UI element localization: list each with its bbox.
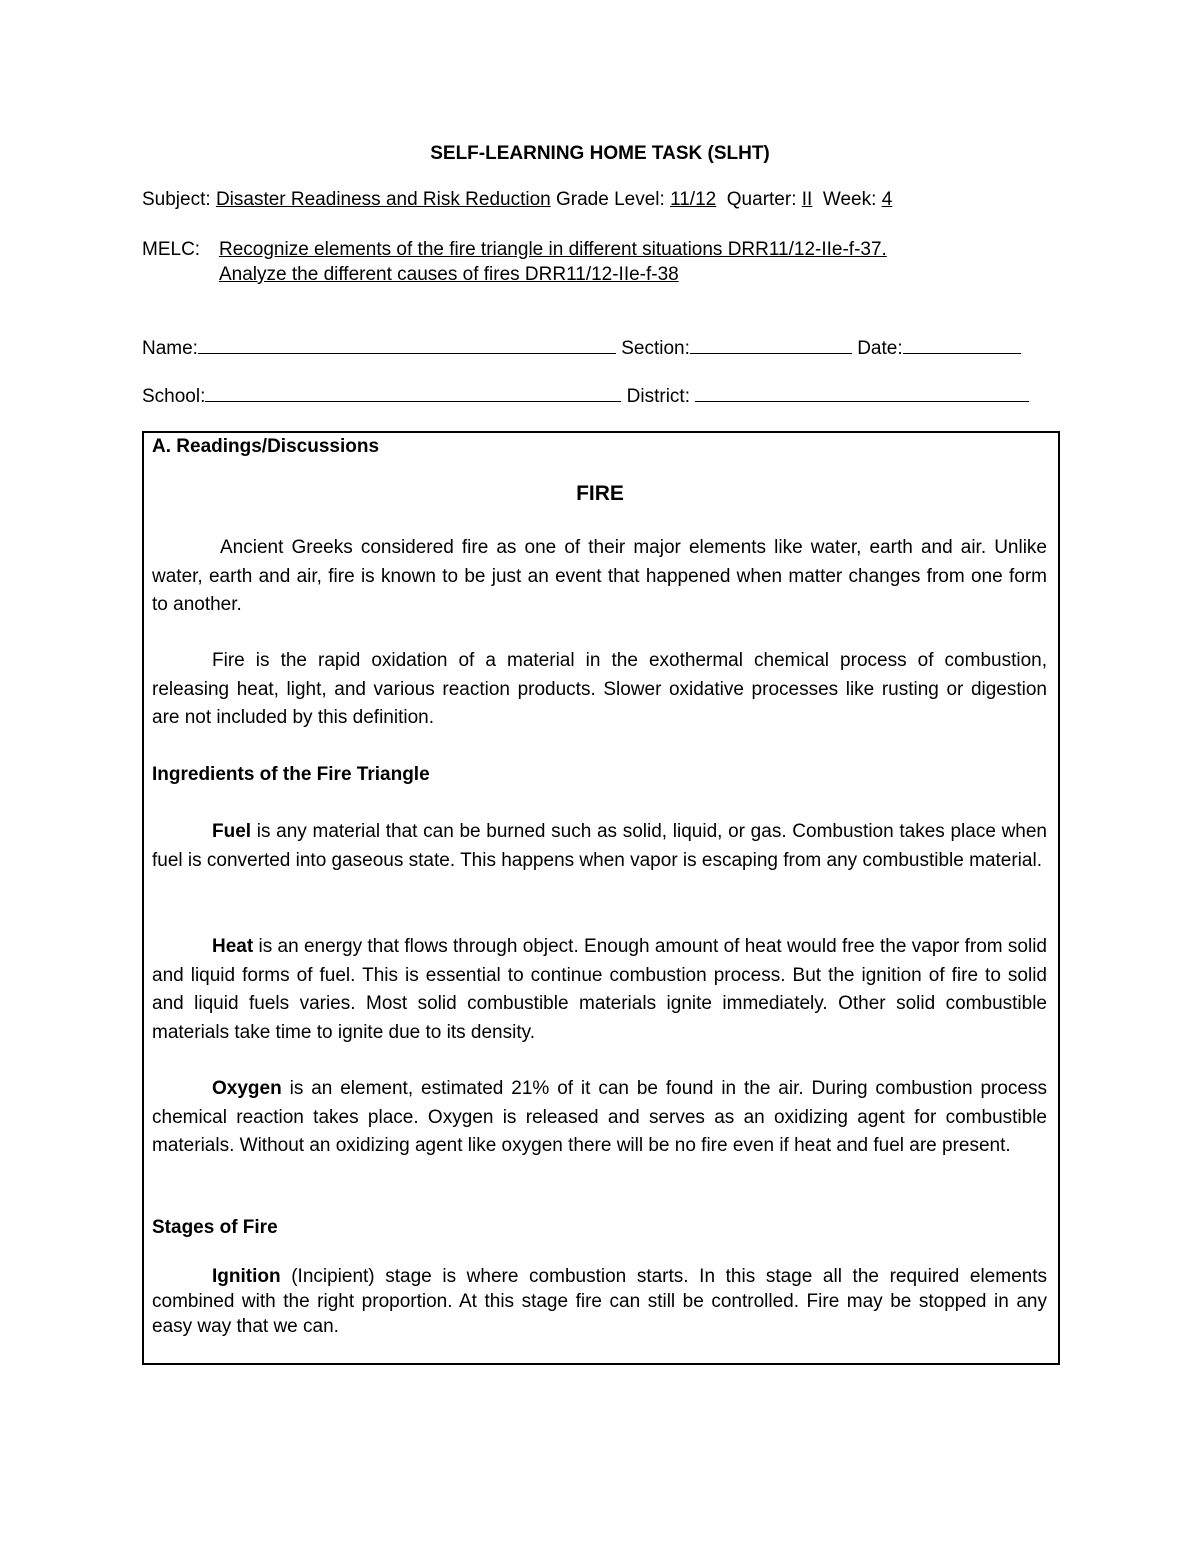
fuel-term: Fuel	[212, 821, 252, 842]
district-label: District:	[626, 386, 690, 407]
oxygen-paragraph	[152, 1075, 1047, 1161]
school-blank[interactable]	[205, 385, 621, 402]
section-blank[interactable]	[690, 337, 852, 354]
week-label: Week:	[822, 189, 877, 210]
subject-label: Subject:	[142, 189, 211, 210]
intro-paragraph-1	[152, 534, 1047, 620]
name-label: Name:	[142, 338, 198, 359]
name-row	[142, 337, 1021, 360]
date-label: Date:	[857, 338, 903, 359]
subject-value: Disaster Readiness and Risk Reduction	[215, 189, 551, 210]
melc-line-2: Analyze the different causes of fires DRR11/12-IIe-f-38	[219, 264, 679, 285]
heat-text: is an energy that flows through object. Enough amount of heat would free the vapor from solid and liquid forms of fuel. This is essential to continue combustion process. But the ignition of fire to solid and liquid fuels varies. Most solid combustible materials ignite immediately. Other solid combustible materials take time to ignite due to its density.	[152, 936, 1047, 1043]
intro-paragraph-2	[152, 647, 1047, 733]
section-label: Section:	[621, 338, 690, 359]
page-title: SELF-LEARNING HOME TASK (SLHT)	[430, 143, 770, 164]
school-row	[142, 385, 1029, 408]
quarter-value: II	[801, 189, 813, 210]
district-blank[interactable]	[695, 385, 1029, 402]
ignition-term: Ignition	[212, 1266, 281, 1287]
grade-value: 11/12	[670, 189, 717, 210]
grade-label: Grade Level:	[556, 189, 665, 210]
melc-line-1: Recognize elements of the fire triangle in different situations DRR11/12-IIe-f-37.	[219, 239, 887, 260]
ignition-text: (Incipient) stage is where combustion starts. In this stage all the required elements combined with the right proportion. At this stage fire can still be controlled. Fire may be stopped in any easy way that we can.	[152, 1266, 1047, 1337]
school-label: School:	[142, 386, 206, 407]
week-value: 4	[881, 189, 893, 210]
date-blank[interactable]	[903, 337, 1021, 354]
intro-paragraph-1-text: Ancient Greeks considered fire as one of their major elements like water, earth and air. Unlike water, earth and air, fire is known to be just an event that happened when matter changes from one form to another.	[152, 537, 1047, 615]
oxygen-text: is an element, estimated 21% of it can be found in the air. During combustion process chemical reaction takes place. Oxygen is released and serves as an oxidizing agent for combustible materials. Without an oxidizing agent like oxygen there will be no fire even if heat and fuel are present.	[152, 1078, 1047, 1156]
name-blank[interactable]	[198, 337, 616, 354]
fuel-paragraph	[152, 818, 1047, 875]
heat-paragraph	[152, 933, 1047, 1047]
readings-heading: A. Readings/Discussions	[152, 436, 380, 457]
melc-label: MELC:	[142, 239, 201, 260]
oxygen-term: Oxygen	[212, 1078, 282, 1099]
fuel-text: is any material that can be burned such as solid, liquid, or gas. Combustion takes place when fuel is converted into gaseous state. This happens when vapor is escaping from any combustible material.	[152, 821, 1047, 871]
intro-paragraph-2-text: Fire is the rapid oxidation of a material in the exothermal chemical process of combustion, releasing heat, light, and various reaction products. Slower oxidative processes like rusting or digestion are not included by this definition.	[152, 650, 1047, 728]
ignition-paragraph	[152, 1264, 1047, 1339]
fire-triangle-heading: Ingredients of the Fire Triangle	[152, 764, 430, 785]
stages-heading: Stages of Fire	[152, 1217, 278, 1238]
quarter-label: Quarter:	[726, 189, 797, 210]
subject-line	[142, 189, 892, 211]
heat-term: Heat	[212, 936, 254, 957]
fire-title: FIRE	[576, 482, 624, 505]
